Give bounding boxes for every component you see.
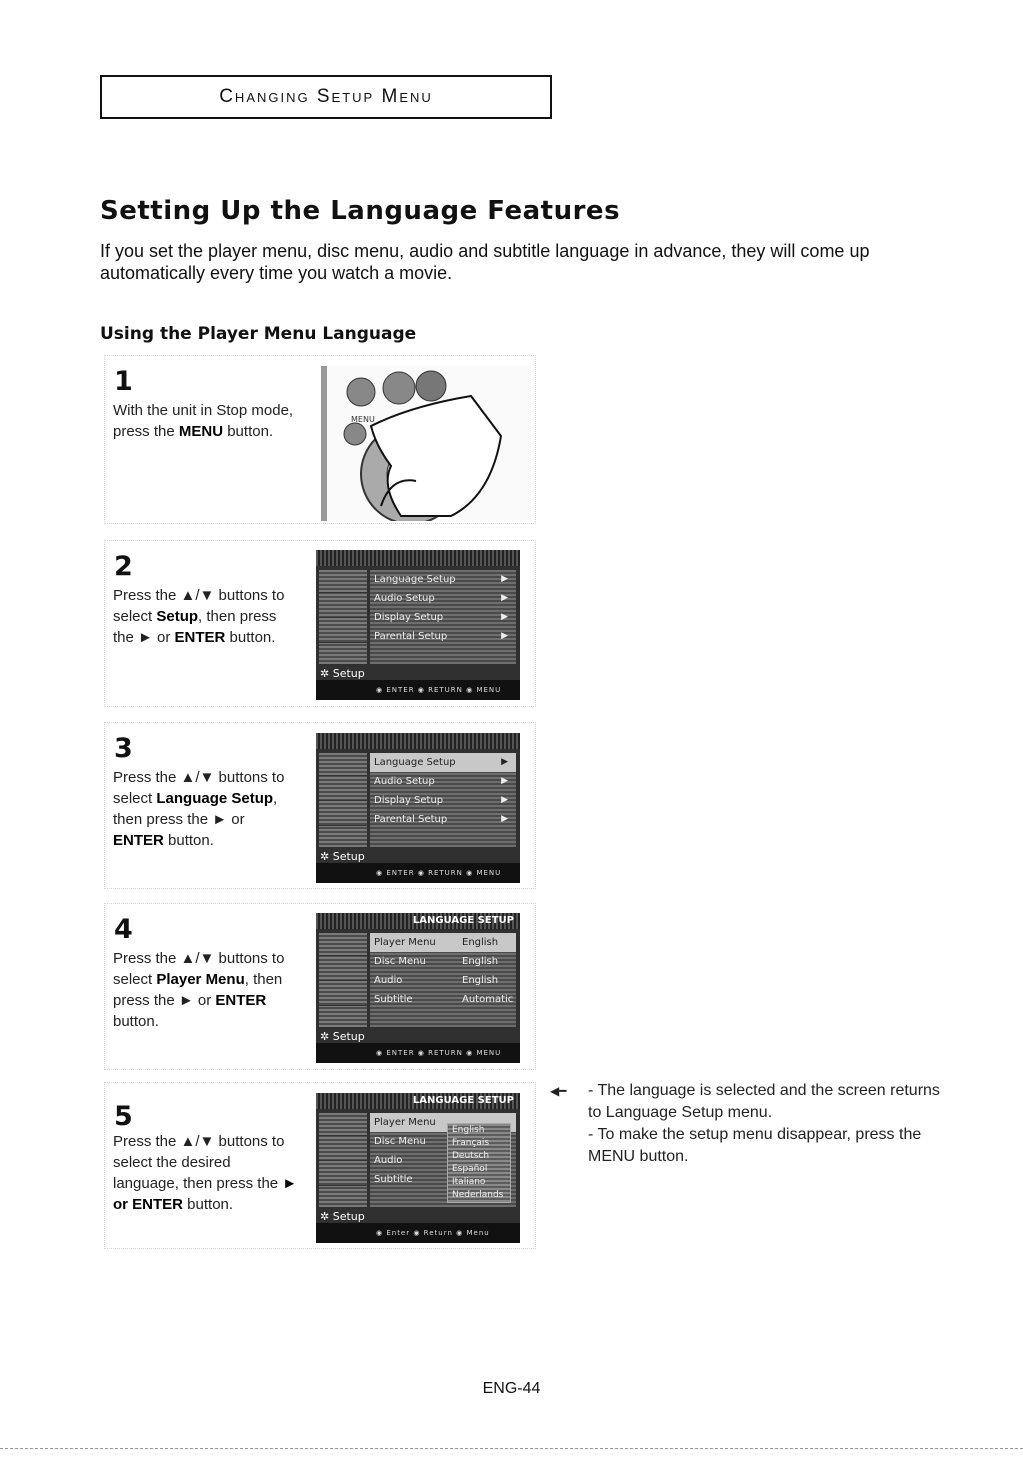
screen-title: LANGUAGE SETUP — [316, 913, 520, 929]
section-header — [100, 75, 552, 119]
step-text-part: button. — [163, 832, 214, 849]
step-text-bold: ENTER — [174, 629, 226, 646]
step-text-part: button. — [113, 1013, 159, 1030]
menu-item-label: Audio — [374, 975, 403, 986]
menu-item-label: Language Setup — [374, 574, 456, 585]
step-text — [113, 400, 298, 442]
chevron-right-icon: ▶ — [501, 776, 508, 786]
menu-label: MENU — [351, 415, 375, 424]
menu-item[interactable] — [370, 589, 516, 608]
section-header-text: Changing Setup Menu — [219, 86, 433, 107]
screen-bottom-bar: ◉ Enter ◉ Return ◉ Menu — [316, 1223, 520, 1243]
menu-item[interactable] — [370, 791, 516, 810]
menu-icons-column — [319, 753, 367, 847]
menu-item-label: Parental Setup — [374, 814, 448, 825]
menu-item[interactable] — [370, 608, 516, 627]
step-text-part: , then press the ► or — [113, 790, 278, 828]
step-text-bold: Language Setup — [156, 790, 274, 807]
chevron-right-icon: ▶ — [501, 593, 508, 603]
language-option[interactable]: English — [452, 1125, 485, 1135]
menu-item-value: English — [462, 975, 499, 986]
language-option[interactable]: Français — [452, 1138, 490, 1148]
step-4 — [104, 903, 536, 1070]
chevron-right-icon: ▶ — [501, 795, 508, 805]
step-text-part: With the unit in Stop mode, press the — [113, 402, 294, 440]
step-text-bold: ENTER — [113, 832, 164, 849]
setup-label: Setup — [332, 1210, 365, 1223]
language-option[interactable]: Italiano — [452, 1177, 486, 1187]
step-number: 3 — [114, 733, 133, 764]
setup-label: Setup — [332, 1030, 365, 1043]
menu-item[interactable] — [370, 952, 516, 971]
step-text-bold: MENU — [178, 423, 224, 440]
section-subtitle: Using the Player Menu Language — [100, 324, 417, 344]
menu-item[interactable] — [370, 990, 516, 1009]
note-text: - To make the setup menu disappear, press the MENU button. — [588, 1126, 922, 1165]
language-option[interactable]: Deutsch — [452, 1151, 490, 1161]
footer-divider — [0, 1448, 1023, 1449]
chevron-right-icon: ▶ — [501, 574, 508, 584]
menu-item-value: English — [462, 956, 499, 967]
step-text — [113, 1131, 298, 1215]
step-text-part: button. — [223, 423, 274, 440]
step-text-part: button. — [183, 1196, 234, 1213]
menu-item[interactable] — [370, 971, 516, 990]
step-number: 1 — [114, 366, 133, 397]
step-number: 5 — [114, 1101, 133, 1132]
setup-gear-icon: ✲ Setup — [320, 1030, 365, 1043]
chevron-right-icon: ▶ — [501, 631, 508, 641]
step-2 — [104, 540, 536, 707]
step-text-part: , then press the ► or — [113, 608, 277, 646]
step-1 — [104, 355, 536, 524]
screen-title: LANGUAGE SETUP — [316, 1093, 520, 1109]
menu-item-value: Automatic — [462, 994, 514, 1005]
step-number: 2 — [114, 551, 133, 582]
menu-item[interactable] — [370, 772, 516, 791]
setup-gear-icon: ✲ Setup — [320, 850, 365, 863]
step-text — [113, 948, 298, 1032]
step-text-bold: ► or ENTER — [113, 1175, 298, 1213]
menu-item[interactable] — [370, 810, 516, 829]
screen-bottom-bar: ◉ ENTER ◉ RETURN ◉ MENU — [316, 863, 520, 883]
step-text-bold: ENTER — [215, 992, 267, 1009]
step-5-notes — [550, 1080, 950, 1168]
step-text-part: Press the ▲/▼ buttons to select — [113, 950, 285, 988]
setup-menu-list — [370, 570, 516, 664]
language-option[interactable]: Nederlands — [452, 1190, 504, 1200]
step-text-bold: Player Menu — [156, 971, 245, 988]
page-number: ENG-44 — [482, 1380, 541, 1397]
step-5 — [104, 1082, 536, 1249]
menu-item-selected[interactable] — [370, 933, 516, 952]
language-select-screen — [316, 1093, 520, 1243]
menu-item-label: Disc Menu — [374, 956, 426, 967]
setup-gear-icon: ✲ Setup — [320, 667, 365, 680]
menu-item-label: Display Setup — [374, 612, 444, 623]
step-text-bold: Setup — [156, 608, 199, 625]
page-title: Setting Up the Language Features — [100, 196, 621, 226]
menu-icons-column — [319, 1113, 367, 1207]
note-text: - The language is selected and the screen returns to Language Setup menu. — [588, 1082, 940, 1121]
step-text-part: Press the ▲/▼ buttons to select — [113, 769, 285, 807]
note-item — [550, 1124, 950, 1168]
menu-item-label: Audio Setup — [374, 776, 435, 787]
language-options-list — [447, 1123, 511, 1203]
menu-item-label: Language Setup — [374, 757, 456, 768]
step-number: 4 — [114, 914, 133, 945]
menu-item-label: Disc Menu — [374, 1136, 426, 1147]
chevron-right-icon: ▶ — [501, 814, 508, 824]
menu-item-label: Player Menu — [374, 1117, 436, 1128]
intro-paragraph: If you set the player menu, disc menu, audio and subtitle language in advance, they will come up automatically every time you watch a movie. — [100, 241, 870, 283]
setup-label: Setup — [332, 850, 365, 863]
chevron-right-icon: ▶ — [501, 612, 508, 622]
screen-topbar — [316, 550, 520, 566]
screen-bottom-bar: ◉ ENTER ◉ RETURN ◉ MENU — [316, 680, 520, 700]
menu-item-value: English — [462, 937, 499, 948]
setup-menu-screen — [316, 733, 520, 883]
menu-item-selected[interactable] — [370, 753, 516, 772]
menu-icons-column — [319, 933, 367, 1027]
step-text — [113, 585, 298, 648]
language-setup-screen — [316, 913, 520, 1063]
setup-menu-screen — [316, 550, 520, 700]
step-text-part: Press the ▲/▼ buttons to select the desired language, then press the — [113, 1133, 285, 1192]
step-text-part: button. — [225, 629, 276, 646]
step-text-part: Press the ▲/▼ buttons to select — [113, 587, 285, 625]
menu-item-label: Player Menu — [374, 937, 436, 948]
menu-item[interactable] — [370, 570, 516, 589]
menu-item-label: Audio — [374, 1155, 403, 1166]
menu-item-label: Parental Setup — [374, 631, 448, 642]
menu-item-label: Audio Setup — [374, 593, 435, 604]
screen-topbar — [316, 733, 520, 749]
setup-gear-icon: ✲ Setup — [320, 1210, 365, 1223]
step-3 — [104, 722, 536, 889]
step-text — [113, 767, 298, 851]
menu-item[interactable] — [370, 627, 516, 646]
pointer-arrow-icon: ◀━ — [550, 1084, 567, 1098]
language-setup-list — [370, 933, 516, 1027]
screen-bottom-bar: ◉ ENTER ◉ RETURN ◉ MENU — [316, 1043, 520, 1063]
menu-item-label: Display Setup — [374, 795, 444, 806]
remote-hand-illustration — [321, 366, 531, 521]
setup-menu-list — [370, 753, 516, 847]
menu-icons-column — [319, 570, 367, 664]
menu-item-label: Subtitle — [374, 994, 413, 1005]
menu-item-label: Subtitle — [374, 1174, 413, 1185]
setup-label: Setup — [332, 667, 365, 680]
note-item — [550, 1080, 950, 1124]
step-text-part: , then press the ► or — [113, 971, 283, 1009]
chevron-right-icon: ▶ — [501, 757, 508, 767]
language-option[interactable]: Español — [452, 1164, 488, 1174]
